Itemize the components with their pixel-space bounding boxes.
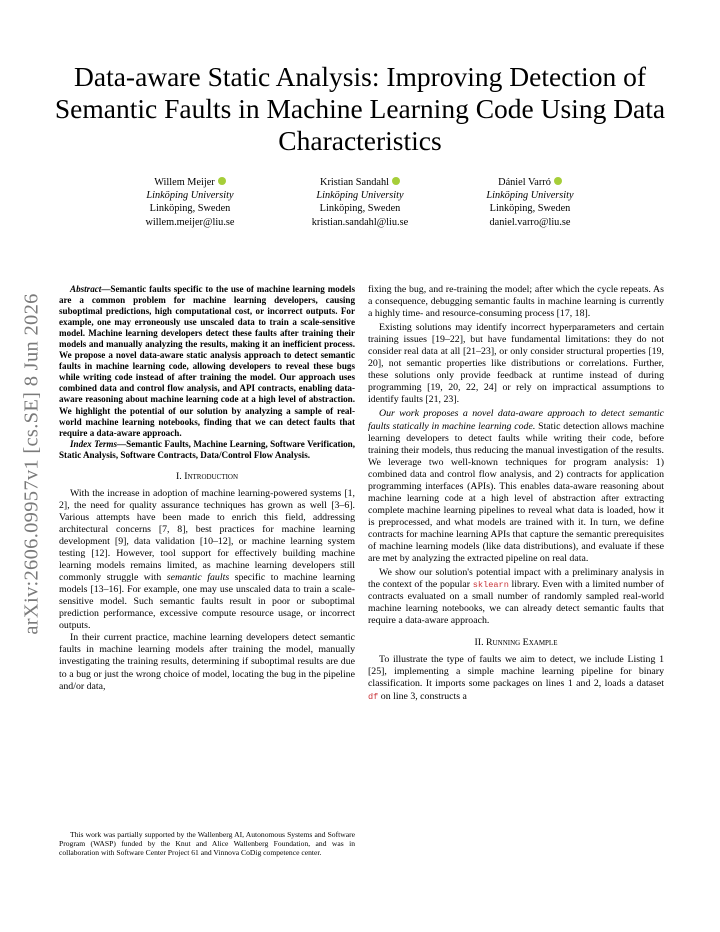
footnote: This work was partially supported by the Wallenberg AI, Autonomous Systems and Software Program (WASP) funded by the Knut and Alice Wallenberg Foundation, and was in collaboration with Software Center Project 61 and Vinnova CoDig competence center. bbox=[59, 830, 355, 858]
arxiv-sidebar bbox=[12, 268, 52, 660]
orcid-icon[interactable] bbox=[554, 177, 562, 185]
abstract bbox=[59, 284, 355, 461]
arxiv-identifier: arXiv:2606.09957v1 [cs.SE] 8 Jun 2026 bbox=[20, 293, 43, 635]
index-terms-label: Index Terms bbox=[70, 438, 118, 449]
author-3 bbox=[445, 176, 615, 229]
section-heading-running-example: II. Running Example bbox=[474, 637, 558, 649]
author-location: Linköping, Sweden bbox=[319, 203, 401, 215]
author-affiliation: Linköping University bbox=[316, 190, 404, 202]
intro-paragraph-4: Our work proposes a novel data-aware approach to detect semantic faults statically in machine learning code. Static detection allows machine learning developers to detect faults while writing their code, before training their models, thus reducing the manual investigation of the results. We leverage two well-known techniques for program analysis: 1) combined data and control flow analysis, and 2) contracts for application programming interfaces (APIs). This enables data-aware reasoning about machine learning code at a high level of abstraction after extracting complete machine learning pipelines to reveal what data is loaded, how it is preprocessed, and what models are trained with it. In turn, we define contracts for machine learning APIs that capture the semantic prerequisites of machine learning models (like data distributions), and evaluate if these are met by analyzing the extracted pipeline on real data. bbox=[368, 408, 664, 565]
paper-title: Data-aware Static Analysis: Improving Detection of Semantic Faults in Machine Learning Code Using Data Characteristics bbox=[54, 61, 666, 156]
author-location: Linköping, Sweden bbox=[489, 203, 571, 215]
left-column bbox=[59, 284, 355, 693]
intro-paragraph-1: With the increase in adoption of machine learning-powered systems [1, 2], the need for quality assurance techniques has grown as well [3–6]. Various attempts have been made to enrich this field, addressing architectural concerns [7, 8], best practices for machine learning development [9], data validation [10–12], or machine learning system testing [12]. However, tool support for effectively building machine learning models remains limited, as machine learning developers still commonly struggle with semantic faults specific to machine learning models [13–16]. For example, one may use unscaled data to train a scale-sensitive model. Such semantic faults result in poor or suboptimal prediction performance, excessive compute resource usage, or incorrect outputs. bbox=[59, 487, 355, 632]
right-column bbox=[368, 284, 664, 703]
author-name: Dániel Varró bbox=[498, 177, 551, 188]
intro-paragraph-2: In their current practice, machine learning developers detect semantic faults in machine learning models after training the model, manually investigating the training results, determining if suboptimal results are due to a bug or just the wrong choice of model, locating the bug in the pipeline and/or data, bbox=[59, 632, 355, 692]
running-example-paragraph: To illustrate the type of faults we aim to detect, we include Listing 1 [25], implementing a simple machine learning pipeline for binary classification. It imports some packages on lines 1 and 2, loads a dataset df on line 3, constructs a bbox=[368, 654, 664, 702]
orcid-icon[interactable] bbox=[392, 177, 400, 185]
author-name: Kristian Sandahl bbox=[320, 177, 389, 188]
intro-paragraph-3: Existing solutions may identify incorrect hyperparameters and certain training issues [19–22], but have fundamental limitations: they do not consider real data at all [21–23], or only consider structural properties [19, 20], not semantic properties like distributions or correlations. Further, these solutions only provide feedback at runtime instead of during programming [19, 20, 22, 24] or rely on impractical assumptions to identify faults [21, 23]. bbox=[368, 322, 664, 406]
author-email: kristian.sandahl@liu.se bbox=[311, 216, 409, 228]
author-1 bbox=[105, 176, 275, 229]
orcid-icon[interactable] bbox=[218, 177, 226, 185]
intro-paragraph-2-continued: fixing the bug, and re-training the model; after which the cycle repeats. As a consequence, debugging semantic faults in machine learning is currently a highly time- and resource-consuming process [17, 18]. bbox=[368, 284, 664, 320]
author-email: daniel.varro@liu.se bbox=[489, 216, 571, 228]
intro-paragraph-5: We show our solution's potential impact with a preliminary analysis in the context of the popular sklearn library. Even with a limited number of contracts evaluated on a small number of randomly sampled real-world machine learning notebooks, we can already detect semantic faults that require a data-aware approach. bbox=[368, 567, 664, 627]
inline-code: sklearn bbox=[472, 580, 509, 591]
abstract-text: —Semantic faults specific to the use of machine learning models are a common problem for machine learning developers, causing suboptimal predictions, high computational cost, or incorrect outputs. For example, one may erroneously use unscaled data to train a scale-sensitive model. Machine learning developers detect these faults after training their models and manually analyzing the results, making it an inefficient process. We propose a novel data-aware static analysis approach to detect semantic faults in machine learning code, allowing developers to reveal these bugs while writing code instead of after training the model. Our approach uses combined data and control flow analysis, and API contracts, enabling data-aware reasoning about machine learning code at a high level of abstraction. We highlight the potential of our solution by analyzing a sample of real-world machine learning notebooks, finding that we can detect faults that require a data-aware approach. bbox=[59, 284, 355, 438]
author-affiliation: Linköping University bbox=[486, 190, 574, 202]
section-heading-introduction: I. Introduction bbox=[175, 470, 239, 482]
author-name: Willem Meijer bbox=[154, 177, 215, 188]
author-location: Linköping, Sweden bbox=[149, 203, 231, 215]
author-email: willem.meijer@liu.se bbox=[145, 216, 235, 228]
author-affiliation: Linköping University bbox=[146, 190, 234, 202]
author-2 bbox=[275, 176, 445, 229]
abstract-label: Abstract bbox=[70, 284, 102, 294]
index-terms-text: —Semantic Faults, Machine Learning, Software Verification, Static Analysis, Software Contracts, Data/Control Flow Analysis. bbox=[59, 438, 355, 460]
inline-code: df bbox=[368, 691, 379, 702]
